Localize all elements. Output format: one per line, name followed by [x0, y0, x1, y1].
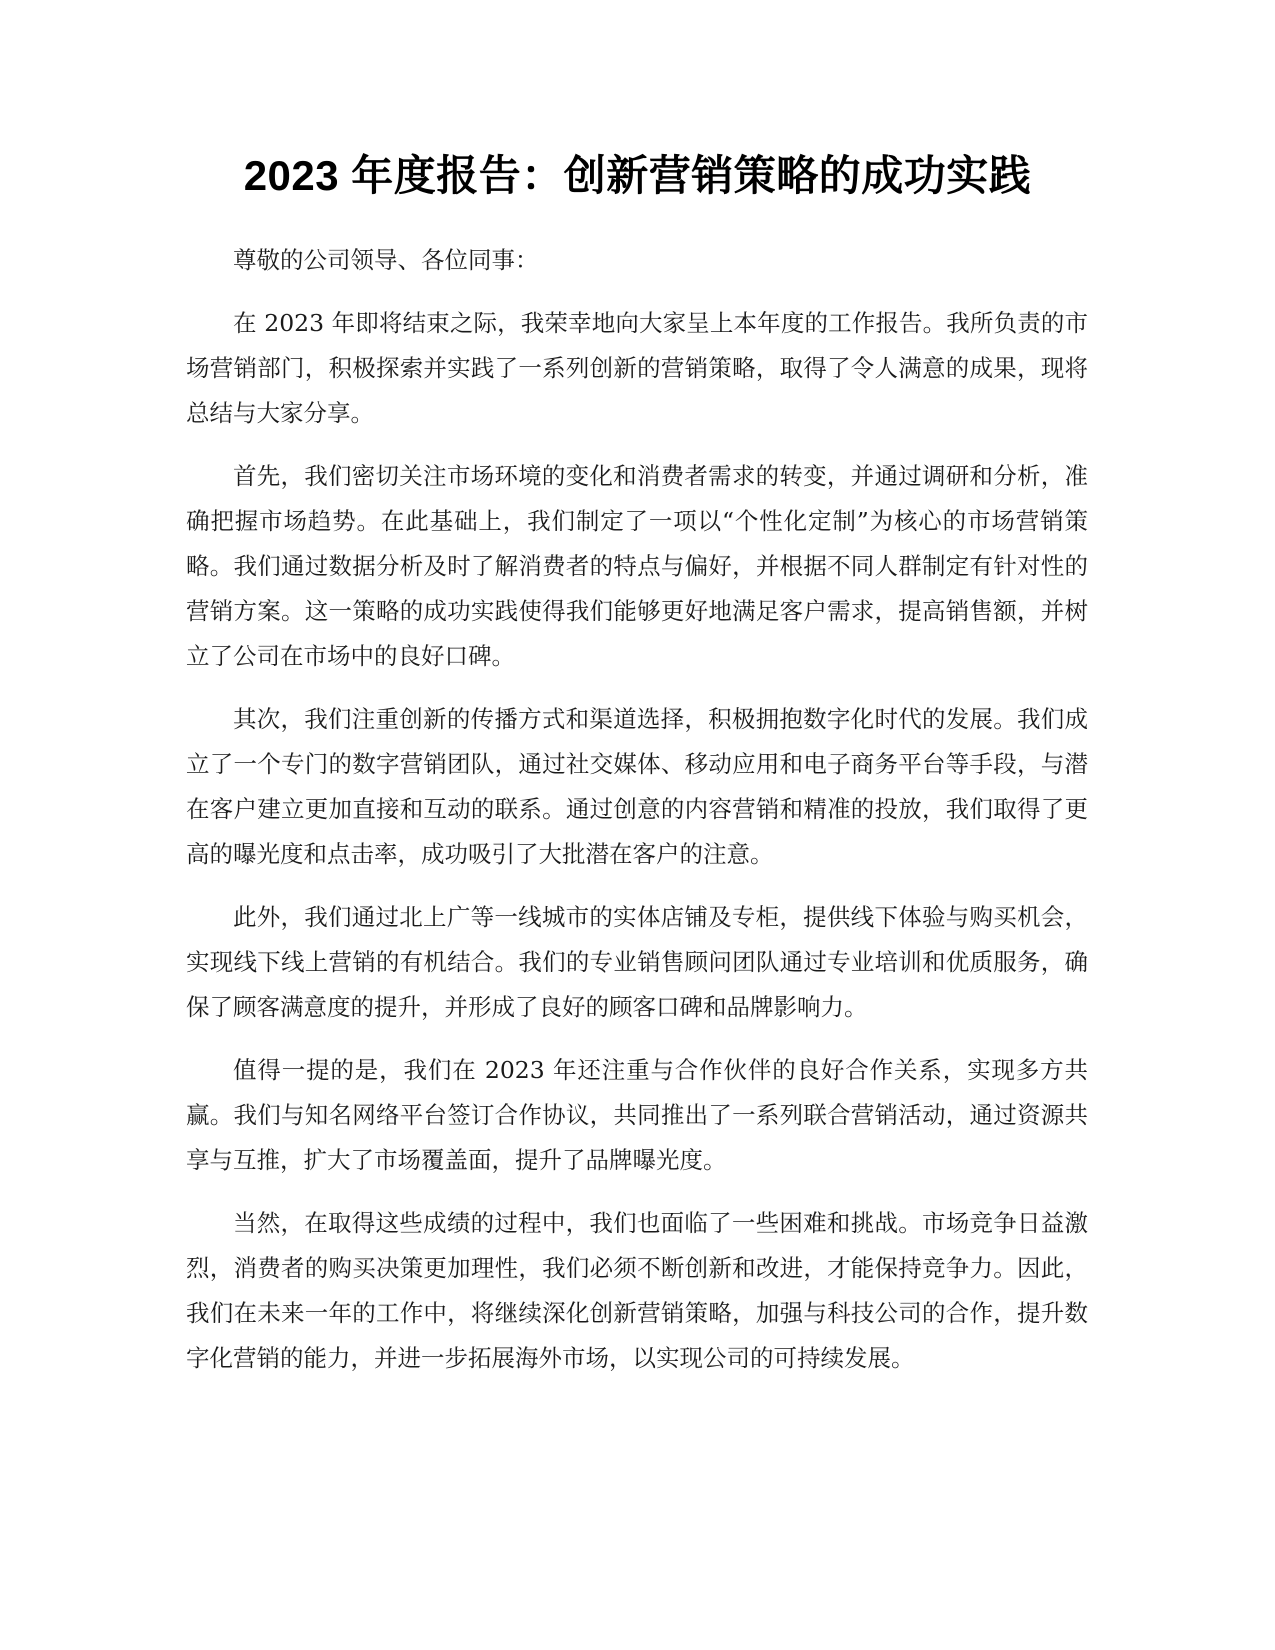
paragraph-intro: 在 2023 年即将结束之际，我荣幸地向大家呈上本年度的工作报告。我所负责的市场营销部门，积极探索并实践了一系列创新的营销策略，取得了令人满意的成果，现将总结与大家分享。 [186, 309, 1088, 427]
paragraph-offline: 此外，我们通过北上广等一线城市的实体店铺及专柜，提供线下体验与购买机会，实现线下线上营销的有机结合。我们的专业销售顾问团队通过专业培训和优质服务，确保了顾客满意度的提升，并形成了良好的顾客口碑和品牌影响力。 [186, 903, 1088, 1021]
document-title: 2023 年度报告：创新营销策略的成功实践 [243, 152, 1032, 199]
paragraph-partners: 值得一提的是，我们在 2023 年还注重与合作伙伴的良好合作关系，实现多方共赢。我们与知名网络平台签订合作协议，共同推出了一系列联合营销活动，通过资源共享与互推，扩大了市场覆盖面，提升了品牌曝光度。 [186, 1056, 1088, 1174]
paragraph-challenges: 当然，在取得这些成绩的过程中，我们也面临了一些困难和挑战。市场竞争日益激烈，消费者的购买决策更加理性，我们必须不断创新和改进，才能保持竞争力。因此，我们在未来一年的工作中，将继续深化创新营销策略，加强与科技公司的合作，提升数字化营销的能力，并进一步拓展海外市场，以实现公司的可持续发展。 [186, 1209, 1088, 1372]
document-body [186, 238, 1088, 1399]
paragraph-personalization: 首先，我们密切关注市场环境的变化和消费者需求的转变，并通过调研和分析，准确把握市场趋势。在此基础上，我们制定了一项以“个性化定制”为核心的市场营销策略。我们通过数据分析及时了解消费者的特点与偏好，并根据不同人群制定有针对性的营销方案。这一策略的成功实践使得我们能够更好地满足客户需求，提高销售额，并树立了公司在市场中的良好口碑。 [186, 462, 1088, 670]
salutation: 尊敬的公司领导、各位同事： [233, 246, 539, 274]
paragraph-digital: 其次，我们注重创新的传播方式和渠道选择，积极拥抱数字化时代的发展。我们成立了一个专门的数字营销团队，通过社交媒体、移动应用和电子商务平台等手段，与潜在客户建立更加直接和互动的联系。通过创意的内容营销和精准的投放，我们取得了更高的曝光度和点击率，成功吸引了大批潜在客户的注意。 [186, 705, 1088, 868]
